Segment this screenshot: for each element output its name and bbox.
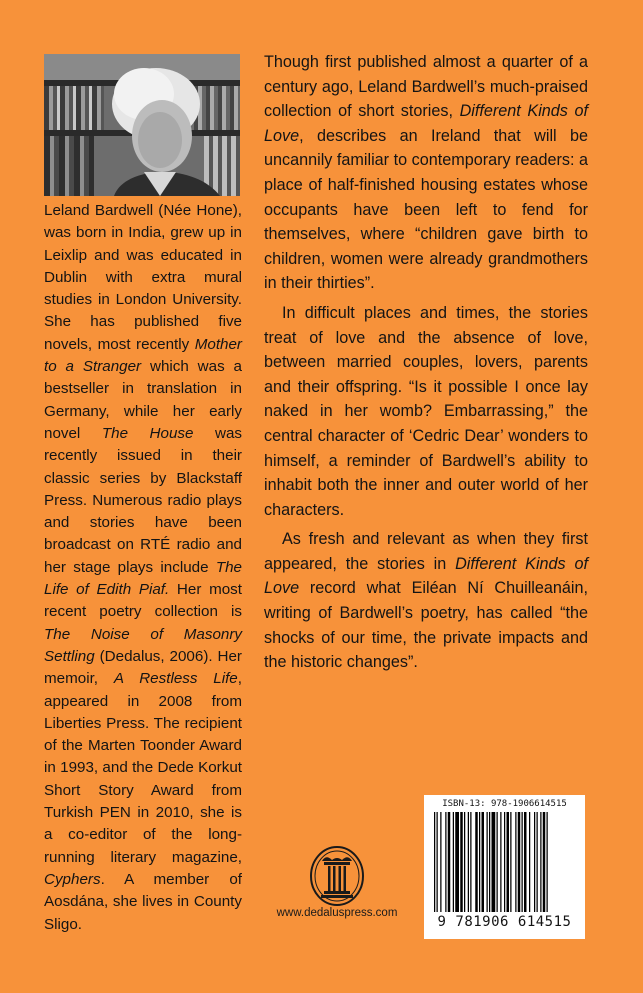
bio-novel-title: Mother to a Stranger [44, 335, 242, 376]
portrait-figure [44, 54, 240, 196]
barcode-bar [524, 812, 527, 912]
barcode-bar [475, 812, 478, 912]
barcode-bar [529, 812, 530, 912]
barcode-bar [464, 812, 465, 912]
barcode-bar [470, 812, 471, 912]
barcode-bar [487, 812, 488, 912]
barcode-bar [453, 812, 454, 912]
blurb-text: , describes an Ireland that will be uncannily familiar to contemporary readers: a place of half-finished housing estates whose occupants have been left to fend for themselves, where “children gave birth to children, women were already grandmothers in their thirties”. [264, 126, 588, 293]
barcode-bar [440, 812, 441, 912]
barcode-bar [510, 812, 511, 912]
barcode-bar [460, 812, 463, 912]
barcode-bar [534, 812, 535, 912]
bio-text: Leland Bardwell (Née Hone), was born in India, grew up in Leixlip and was educated in Dublin with extra mural studies in London University. She has published five novels, most recently [44, 202, 242, 353]
barcode-bar [489, 812, 490, 912]
isbn-barcode [424, 795, 585, 939]
barcode-bar [448, 812, 451, 912]
barcode-bar [522, 812, 523, 912]
barcode-bar [518, 812, 521, 912]
bio-text: which was a bestseller in translation in Germany, while her early novel [44, 358, 242, 442]
bio-text: , appeared in 2008 from Liberties Press. The recipient of the Marten Toonder Award in 1993, and the Dede Korkut Short Story Award from Turkish PEN in 2010, she is a co-editor of the long-running literary magazine, [44, 670, 242, 866]
blurb-text: As fresh and relevant as when they first appeared, the stories in [264, 530, 588, 573]
barcode-bar [547, 812, 548, 912]
bio-text: Her most recent poetry collection is [44, 581, 242, 621]
barcode-bar [543, 812, 546, 912]
author-photo [44, 54, 240, 196]
bio-magazine-title: Cyphers [44, 870, 101, 888]
blurb-text: In difficult places and times, the stories treat of love and the absence of love, between married couples, lovers, parents and their offspring. “Is it possible I once lay naked in her womb? Embarrassing,” the central character of ‘Cedric Dear’ wonders to himself, a reminder of Bardwell’s ability to inhabit both the inner and outer world of her characters. [264, 303, 588, 519]
bio-text: . A member of Aosdána, she lives in County Sligo. [44, 870, 242, 933]
bio-text: was recently issued in their classic series by Blackstaff Press. Numerous radio plays and stories have been broadcast on RTÉ radio and her stage plays include [44, 424, 242, 576]
barcode-bar [497, 812, 498, 912]
barcode-bars [434, 812, 575, 912]
dedalus-column-logo-icon [308, 843, 366, 907]
blurb-column [264, 50, 588, 680]
barcode-bar [437, 812, 438, 912]
bio-memoir-title: A Restless Life [113, 670, 238, 688]
isbn-digits: 9 781906 614515 [437, 914, 572, 930]
barcode-bar [492, 812, 496, 912]
blurb-paragraph-1 [264, 50, 588, 296]
barcode-bar [479, 812, 480, 912]
publisher-url[interactable]: www.dedaluspress.com [276, 907, 398, 919]
barcode-bar [500, 812, 501, 912]
blurb-paragraph-2 [264, 301, 588, 522]
blurb-text: record what Eiléan Ní Chuilleanáin, writing of Bardwell’s poetry, has called “the shocks of our time, the private impacts and the historic changes”. [264, 579, 588, 672]
isbn-label: ISBN-13: 978-1906614515 [442, 799, 567, 809]
barcode-bar [537, 812, 538, 912]
blurb-text: Though first published almost a quarter of a century ago, Leland Bardwell’s much-praised collection of short stories, [264, 53, 588, 121]
book-title: Different Kinds of Love [264, 554, 588, 598]
barcode-bar [507, 812, 510, 912]
book-title: Different Kinds of Love [264, 102, 589, 145]
bio-poetry-title: The Noise of Masonry Settling [44, 625, 242, 665]
barcode-bar [445, 812, 446, 912]
blurb-paragraph-3 [264, 527, 588, 675]
bio-play-title: The Life of Edith Piaf. [44, 558, 242, 599]
bio-novel-title: The House [101, 424, 194, 442]
barcode-bar [468, 812, 469, 912]
barcode-bar [540, 812, 541, 912]
barcode-bar [504, 812, 505, 912]
barcode-bar [455, 812, 459, 912]
barcode-bar [482, 812, 485, 912]
author-biography [44, 200, 242, 936]
barcode-bar [434, 812, 435, 912]
left-column [44, 54, 242, 936]
bio-text: (Dedalus, 2006). Her memoir, [44, 647, 242, 688]
barcode-bar [515, 812, 516, 912]
